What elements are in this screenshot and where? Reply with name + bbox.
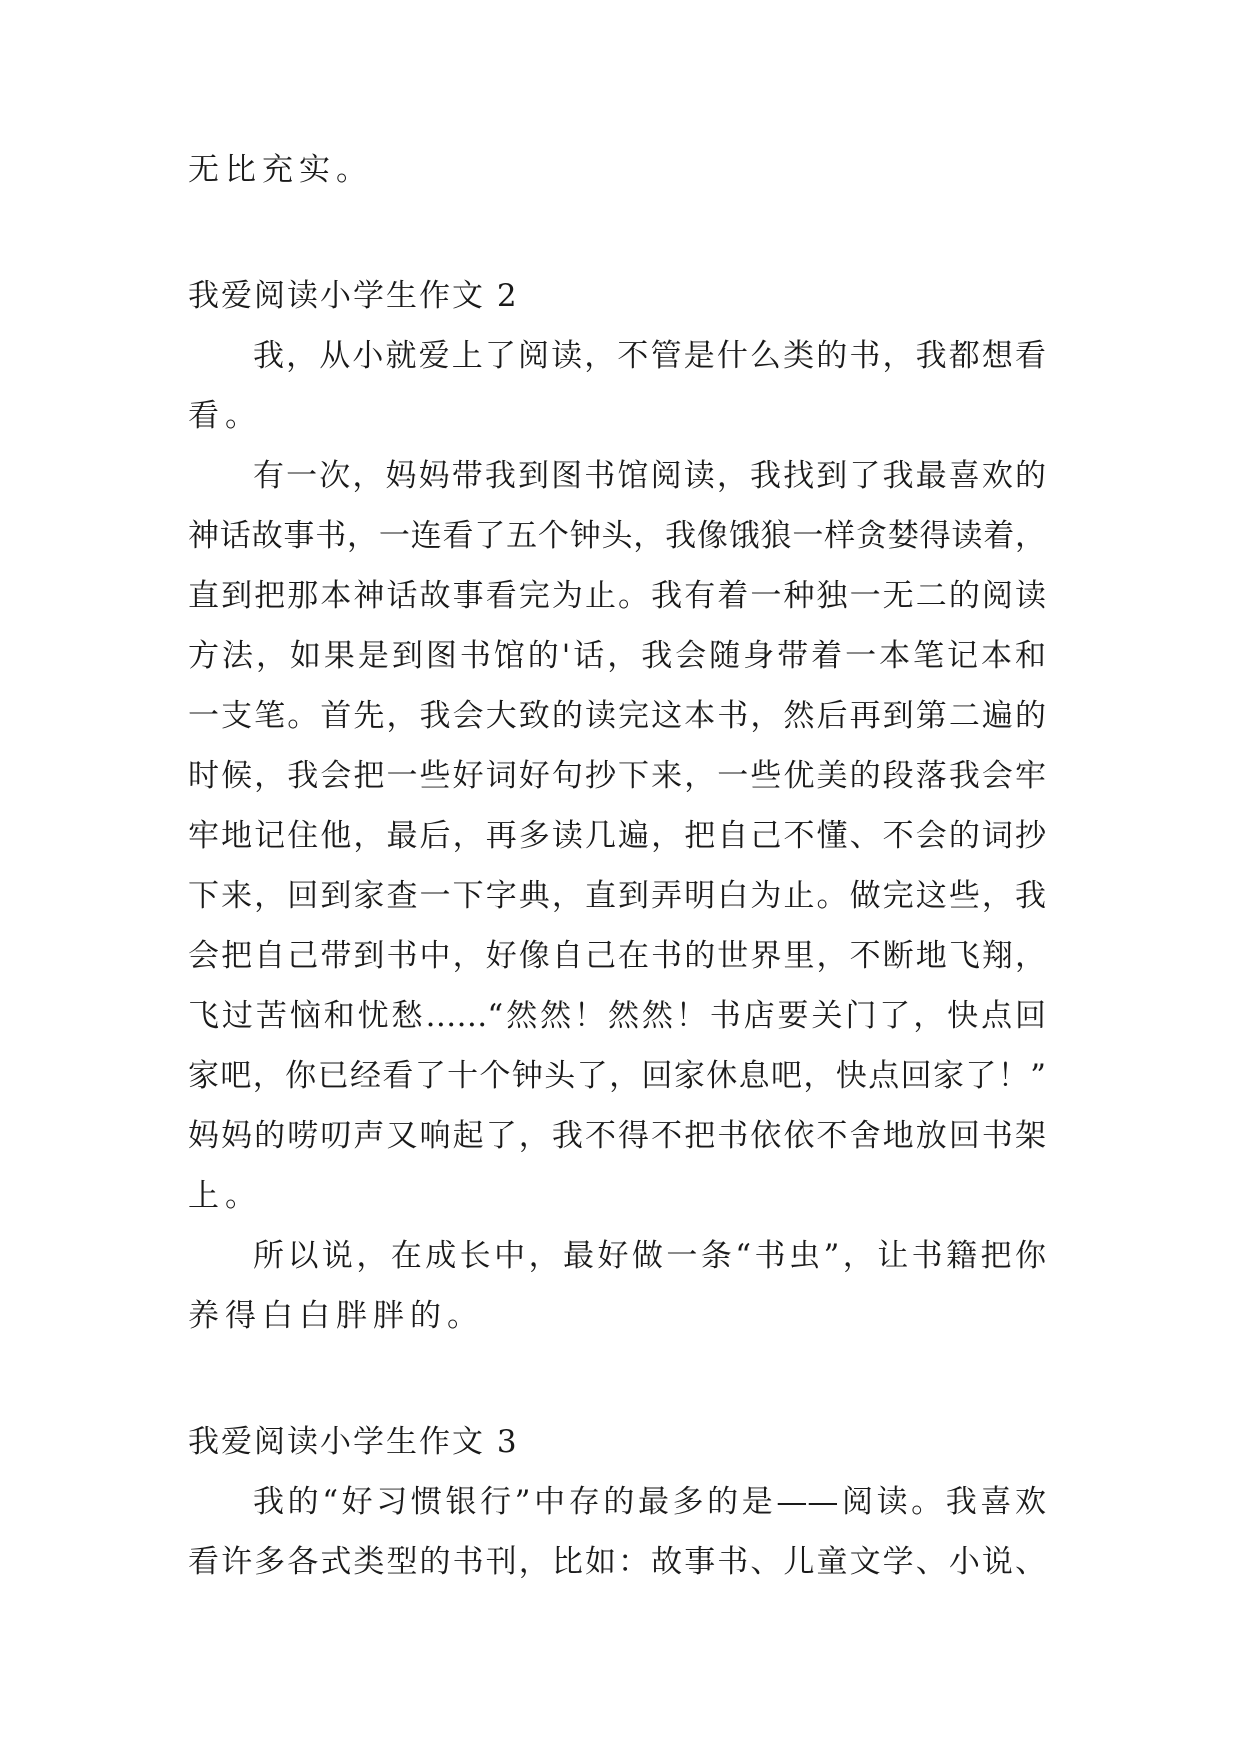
section-heading: 我爱阅读小学生作文 3 [188,1424,519,1460]
text-line: 看。 [188,398,262,434]
text-line: 我，从小就爱上了阅读，不管是什么类的书，我都想看 [253,338,1046,374]
paragraph-line [0,866,1241,926]
text-line: 我的“好习惯银行”中存的最多的是——阅读。我喜欢 [253,1484,1046,1520]
paragraph-line [0,1046,1241,1106]
paragraph-line [0,746,1241,806]
paragraph-line [0,1286,1241,1346]
paragraph-line [0,806,1241,866]
paragraph-line [0,1532,1241,1592]
text-line: 神话故事书，一连看了五个钟头，我像饿狼一样贪婪得读着， [188,518,1046,554]
paragraph-line [0,386,1241,446]
paragraph-line [0,446,1241,506]
paragraph-line [0,626,1241,686]
paragraph-line [0,986,1241,1046]
text-line: 直到把那本神话故事看完为止。我有着一种独一无二的阅读 [188,578,1046,614]
text-line: 方法，如果是到图书馆的'话，我会随身带着一本笔记本和 [188,638,1046,674]
paragraph-line [0,326,1241,386]
paragraph-line [0,926,1241,986]
text-line: 养得白白胖胖的。 [188,1298,484,1334]
text-line: 牢地记住他，最后，再多读几遍，把自己不懂、不会的词抄 [188,818,1046,854]
text-line: 飞过苦恼和忧愁……“然然！然然！书店要关门了，快点回 [188,998,1046,1034]
text-line: 下来，回到家查一下字典，直到弄明白为止。做完这些，我 [188,878,1046,914]
text-line: 有一次，妈妈带我到图书馆阅读，我找到了我最喜欢的 [253,458,1046,494]
paragraph-line [0,1226,1241,1286]
section-1-tail-line [0,140,1241,200]
text-line: 上。 [188,1178,262,1214]
paragraph-line [0,1472,1241,1532]
section-3-heading [0,1412,1241,1472]
paragraph-line [0,1166,1241,1226]
text-line: 妈妈的唠叨声又响起了，我不得不把书依依不舍地放回书架 [188,1118,1046,1154]
paragraph-line [0,506,1241,566]
section-2-heading [0,266,1241,326]
text-line: 会把自己带到书中，好像自己在书的世界里，不断地飞翔， [188,938,1046,974]
paragraph-line [0,1106,1241,1166]
text-line: 家吧，你已经看了十个钟头了，回家休息吧，快点回家了！” [188,1058,1046,1094]
text-line: 无比充实。 [188,152,373,188]
paragraph-line [0,686,1241,746]
text-line: 时候，我会把一些好词好句抄下来，一些优美的段落我会牢 [188,758,1046,794]
text-line: 看许多各式类型的书刊，比如：故事书、儿童文学、小说、 [188,1544,1046,1580]
text-line: 所以说，在成长中，最好做一条“书虫”，让书籍把你 [253,1238,1046,1274]
text-line: 一支笔。首先，我会大致的读完这本书，然后再到第二遍的 [188,698,1046,734]
section-heading: 我爱阅读小学生作文 2 [188,278,519,314]
paragraph-line [0,566,1241,626]
